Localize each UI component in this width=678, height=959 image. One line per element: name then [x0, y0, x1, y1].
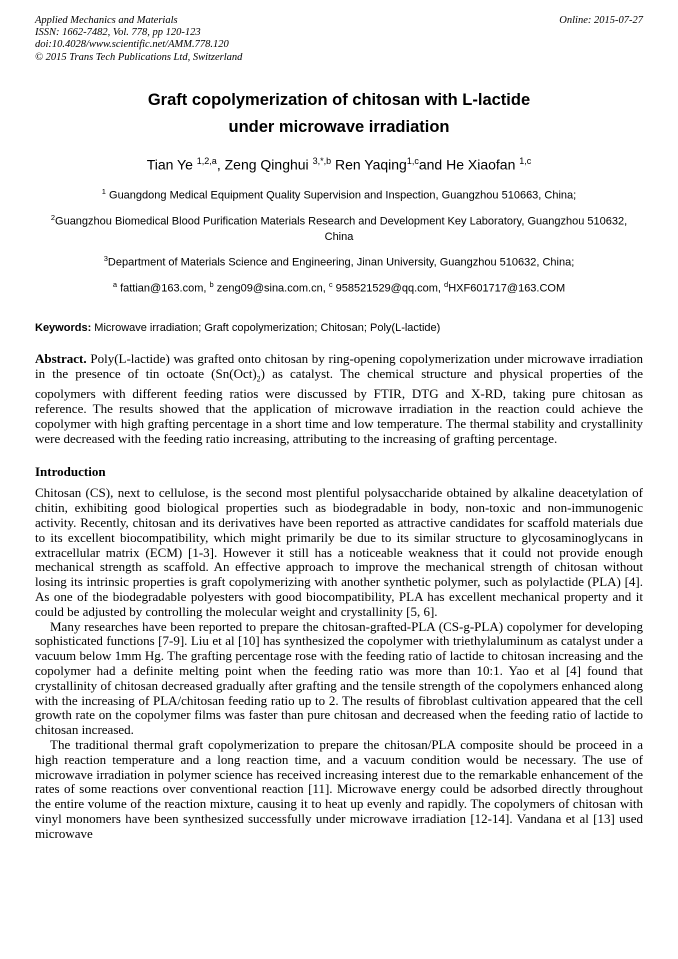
abstract-label: Abstract.	[35, 351, 87, 367]
keywords-text: Microwave irradiation; Graft copolymerization; Chitosan; Poly(L-lactide)	[91, 322, 441, 335]
author-line	[35, 153, 643, 174]
paper-title-line-2: under microwave irradiation	[228, 118, 450, 137]
keywords-line	[35, 321, 643, 335]
affiliation-text: Department of Materials Science and Engineering, Jinan University, Guangzhou 510632, China;	[107, 256, 575, 269]
affiliation-superscript: 1	[101, 187, 106, 197]
page-header	[35, 15, 643, 64]
email-address: HXF601717@163.COM	[448, 283, 566, 296]
affiliation-text: Guangdong Medical Equipment Quality Supervision and Inspection, Guangzhou 510663, China;	[105, 190, 577, 203]
affiliation-superscript: 2	[50, 213, 56, 223]
email-address: zeng09@sina.com.cn,	[213, 283, 329, 296]
author-name: and He Xiaofan	[418, 156, 520, 173]
keywords-label: Keywords:	[35, 322, 92, 335]
affiliation-superscript: 3	[103, 253, 108, 263]
author-emails-line	[35, 277, 643, 297]
author-superscript: 1,2,a	[196, 155, 217, 166]
introduction-paragraph-2: Many researches have been reported to prepare the chitosan-grafted-PLA (CS-g-PLA) copolymer for developing sophisticated functions [7-9]. Liu et al [10] has synthesized the copolymer with triethylaluminum as catalyst under a vacuum below 1mm Hg. The grafting percentage rose with the feeding ratio of lactide to chitosan increasing and the copolymer had a definite melting point when the feeding ratio was more than 10:1. Yao et al [4] found that crystallinity of chitosan decreased gradually after grafting and the tensile strength of the copolymers enhanced along with the increasing of PLA/chitosan feeding ratio up to 2. The results of fibroblast cultivation appeared that the cell growth rate on the copolymer films was faster than pure chitosan and decreased when the feeding ratio of lactide to chitosan increased.	[35, 618, 643, 738]
introduction-paragraph-3: The traditional thermal graft copolymerization to prepare the chitosan/PLA composite should be proceed in a high reaction temperature and a long reaction time, and a vacuum condition would be necessary. The use of microwave irradiation in polymer science has received increasing interest due to the remarkable enhancement of the rates of some reactions over conventional reaction [11]. Microwave energy could be adsorbed directly throughout the entire volume of the reaction mixture, causing it to heat up evenly and rapidly. The copolymers of chitosan with vinyl monomers have been synthesized successfully under microwave irradiation [12-14]. Vandana et al [13] used microwave	[35, 737, 643, 841]
journal-copyright-line: © 2015 Trans Tech Publications Ltd, Switzerland	[35, 51, 243, 63]
introduction-paragraph-1: Chitosan (CS), next to cellulose, is the second most plentiful polysaccharide obtained by alkaline deacetylation of chitin, exhibiting good biological properties such as biodegradable in body, non-toxic and non-immunogenic activity. Recently, chitosan and its derivatives have been reported as attractive candidates for scaffold materials due to its excellent biocompatibility, which might primarily be due to its similar structure to glycosaminoglycans in extracellular matrix (ECM) [1-3]. However it still has a noticeable weakness that it could not provide enough mechanical strength as scaffold. An effective approach to improve the mechanical strength of chitosan without losing its intrinsic properties is graft copolymerizing with another synthetic polymer, such as polylactide (PLA) [4]. As one of the biodegradable polyesters with good biocompatibility, PLA has excellent mechanical property and it could be adjusted by controlling the molecular weight and crystallinity [5, 6].	[35, 485, 643, 619]
paper-title-line-1: Graft copolymerization of chitosan with L-lactide	[147, 90, 531, 109]
author-superscript: 1,c	[519, 155, 532, 166]
author-superscript: 3,*,b	[312, 155, 332, 166]
paper-title	[35, 87, 643, 142]
chemical-subscript: 2	[256, 374, 261, 384]
journal-doi-line: doi:10.4028/www.scientific.net/AMM.778.120	[35, 39, 229, 51]
email-superscript: b	[209, 280, 214, 290]
abstract-text-part-2: ) as catalyst. The chemical structure and physical properties of the copolymers with different feeding ratios were discussed by FTIR, DTG and X-RD, taking pure chitosan as reference. The results showed that the application of microwave irradiation in the reaction could achieve the copolymer with high grafting percentage in a short time and low temperature. The thermal stability and crystallinity were decreased with the feeding ratio increasing, attributing to the increasing of grafting percentage.	[35, 365, 643, 446]
affiliation-1	[35, 184, 643, 204]
author-separator: ,	[216, 156, 225, 173]
online-date: Online: 2015-07-27	[559, 15, 643, 26]
affiliation-2	[35, 210, 643, 245]
author-name: Tian Ye	[146, 156, 197, 173]
affiliation-text: Guangzhou Biomedical Blood Purification Materials Research and Development Key Laboratory, Guangzhou 510632, China	[55, 215, 628, 243]
email-superscript: a	[112, 280, 118, 290]
journal-title: Applied Mechanics and Materials	[35, 15, 178, 26]
abstract-text-part-1: Poly(L-lactide) was grafted onto chitosan by ring-opening copolymerization under microwave irradiation in the presence of tin octoate (Sn(Oct)	[35, 351, 643, 381]
author-name: Zeng Qinghui	[224, 156, 313, 173]
email-superscript: c	[328, 280, 333, 290]
journal-info-block	[35, 15, 242, 64]
email-superscript: d	[444, 280, 449, 290]
journal-issn-line: ISSN: 1662-7482, Vol. 778, pp 120-123	[35, 27, 201, 39]
email-address: 958521529@qq.com,	[332, 283, 445, 296]
abstract-paragraph	[35, 352, 643, 446]
email-address: fattian@163.com,	[117, 283, 210, 296]
author-superscript: 1,c	[406, 155, 419, 166]
section-heading-introduction: Introduction	[35, 464, 106, 480]
affiliation-3	[35, 251, 643, 271]
author-name: Ren Yaqing	[334, 156, 407, 173]
